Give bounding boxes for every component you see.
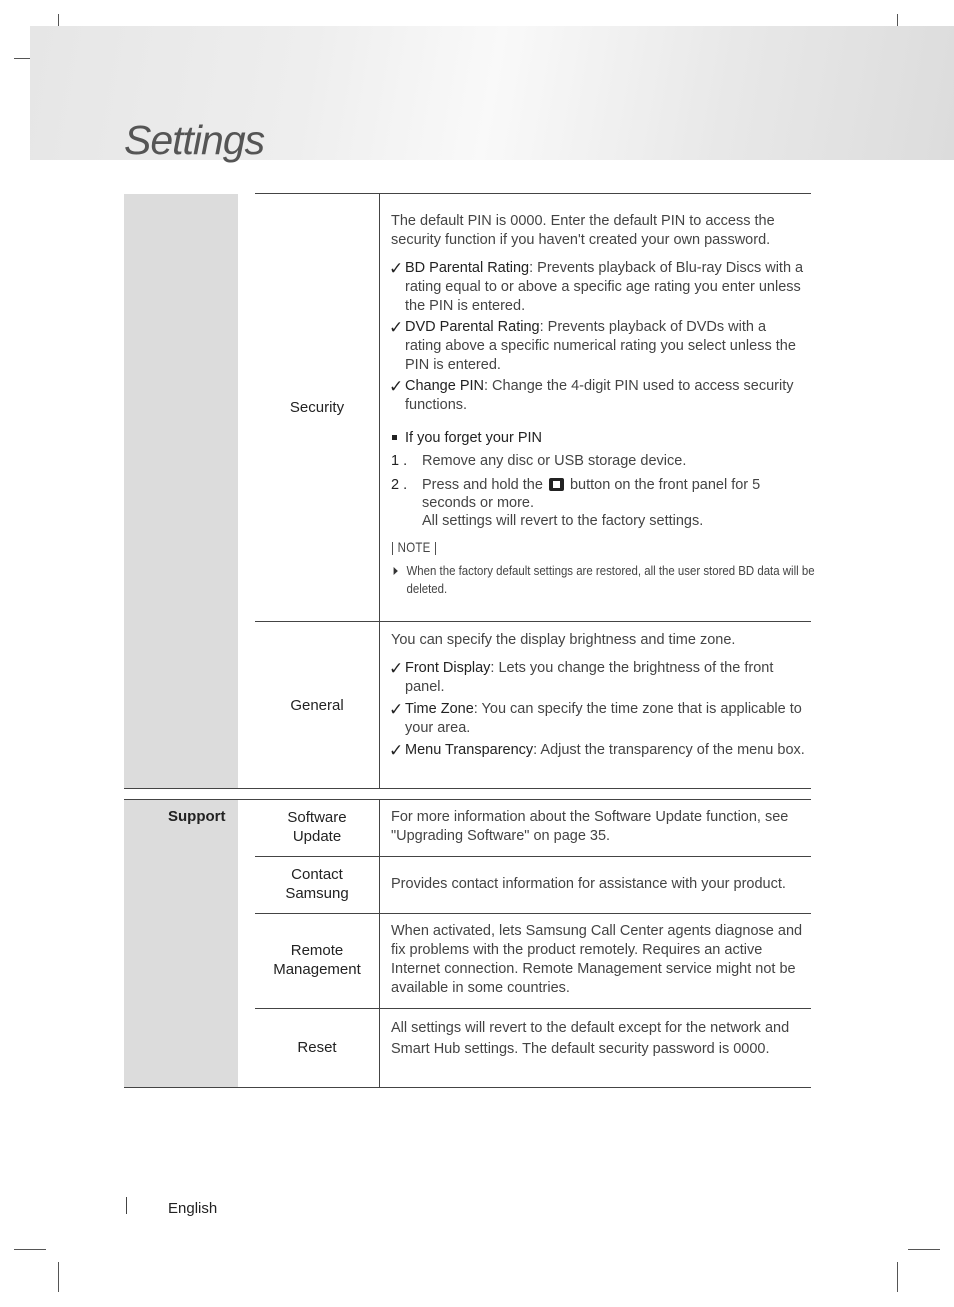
checkmark-icon: ✓ [389,741,404,760]
crop-mark [14,1249,46,1250]
row-label-security: Security [289,399,345,416]
table-rule [255,193,811,194]
option-front-display: ✓ Front Display: Lets you change the brightness of the front panel. [389,659,774,695]
square-bullet-icon [392,435,397,440]
table-rule [124,799,811,800]
note-label: | NOTE | [391,539,438,555]
row-label-general: General [290,697,344,714]
option-dvd-parental-rating: ✓ DVD Parental Rating: Prevents playback of DVDs with a rating above a specific numerical rating you select unless the PIN is entered. [389,318,796,373]
stop-button-icon [549,478,564,491]
option-change-pin: ✓ Change PIN: Change the 4-digit PIN used to access security functions. [389,377,794,413]
table-rule [255,913,811,914]
crop-mark [908,1249,940,1250]
step-1: 1 . Remove any disc or USB storage device. [391,453,687,469]
checkmark-icon: ✓ [389,318,404,337]
category-column [124,194,238,788]
page-title: Settings [124,117,265,163]
checkmark-icon: ✓ [389,377,404,396]
column-divider [379,799,380,1087]
category-label-support: Support [168,808,226,825]
security-description [389,212,815,598]
row-label-software-update: Software Update [287,809,347,845]
note-text: When the factory default settings are restored, all the user stored BD data will be deleted. [391,562,819,598]
remote-management-description: When activated, lets Samsung Call Center agents diagnose and fix problems with the product remotely. Requires an active Internet connection. Remote Management service might not be available in some countries. [391,923,803,996]
footer-language: English [168,1200,218,1217]
category-column-support [124,800,238,1087]
checkmark-icon: ✓ [389,259,404,278]
option-menu-transparency: ✓ Menu Transparency: Adjust the transparency of the menu box. [389,741,805,760]
table-rule [255,621,811,622]
row-label-contact-samsung: Contact Samsung [285,866,349,902]
checkmark-icon: ✓ [389,659,404,678]
checkmark-icon: ✓ [389,700,404,719]
table-rule [255,856,811,857]
crop-mark [58,1262,59,1292]
option-bd-parental-rating: ✓ BD Parental Rating: Prevents playback of Blu-ray Discs with a rating equal to or above a specific age rating you enter unless the PIN is entered. [389,259,804,314]
table-rule [255,1008,811,1009]
crop-mark [897,1262,898,1292]
column-divider [379,193,380,788]
table-rule [124,1087,811,1088]
footer-divider [126,1197,127,1214]
option-time-zone: ✓ Time Zone: You can specify the time zone that is applicable to your area. [389,700,802,736]
contact-samsung-description: Provides contact information for assistance with your product. [391,876,786,892]
table-rule [124,788,811,789]
step-2: 2 . Press and hold the button on the front panel for 5 seconds or more. All settings will revert to the factory settings. [391,477,761,529]
general-intro: You can specify the display brightness and time zone. [391,632,736,648]
software-update-description: For more information about the Software Update function, see "Upgrading Software" on page 35. [391,809,789,844]
row-label-reset: Reset [297,1039,337,1056]
row-label-remote-management: Remote Management [273,942,361,978]
general-description [391,631,805,760]
security-intro: The default PIN is 0000. Enter the default PIN to access the security function if you haven't created your own password. [391,213,775,248]
forget-pin-heading: If you forget your PIN [391,429,805,448]
arrow-right-icon [394,567,398,575]
reset-description: All settings will revert to the default except for the network and Smart Hub settings. The default security password is 0000. [391,1020,790,1057]
